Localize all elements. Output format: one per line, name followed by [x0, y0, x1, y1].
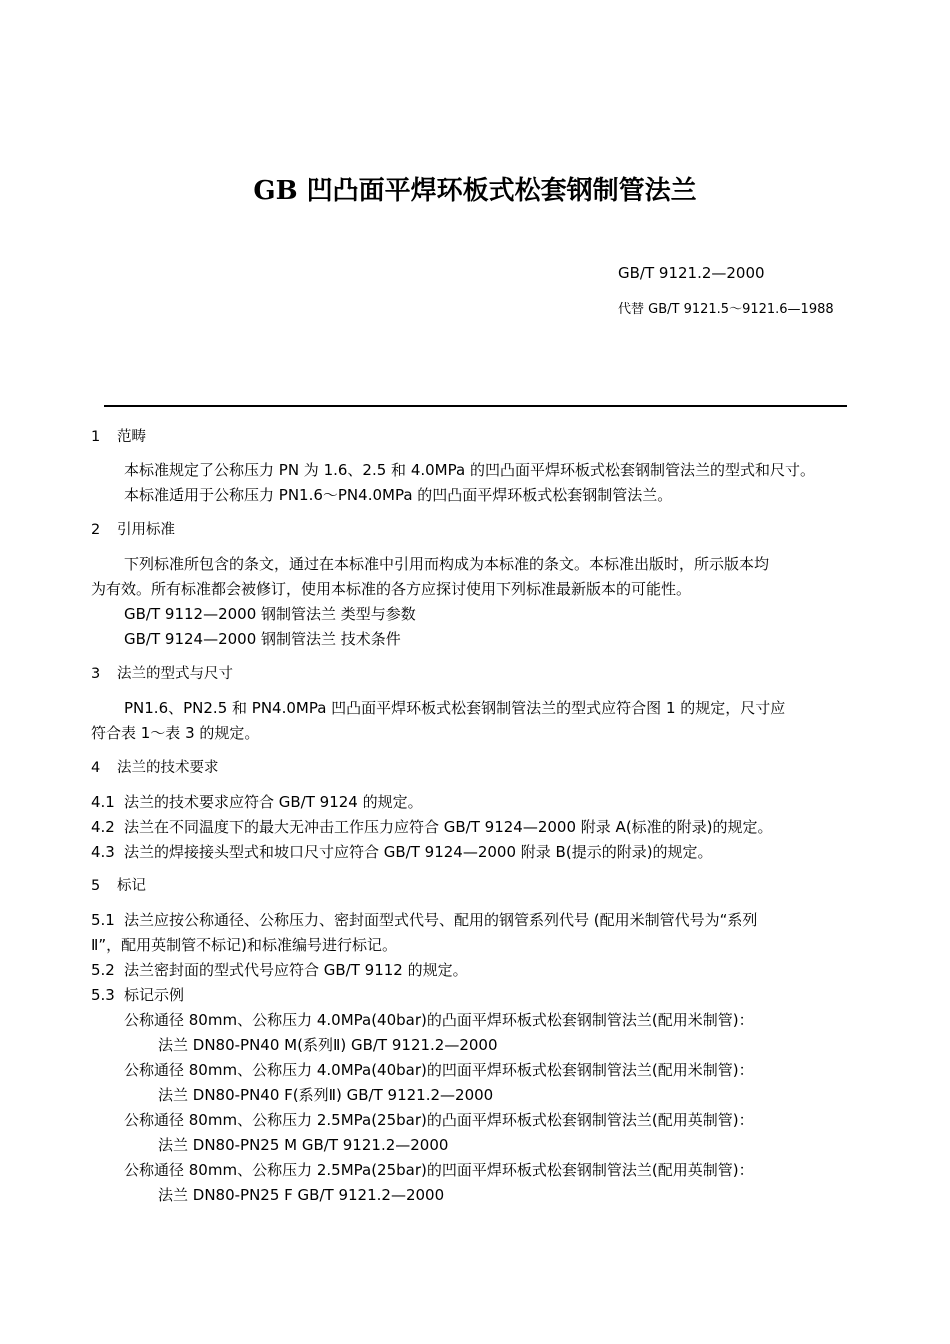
standard-code: GB/T 9121.2—2000: [618, 264, 765, 282]
clause-number: 5.1: [91, 911, 115, 929]
reference-item: GB/T 9124—2000 钢制管法兰 技术条件: [124, 630, 401, 648]
section-title: 法兰的型式与尺寸: [117, 666, 233, 682]
clause-item: [91, 910, 757, 930]
reference-item: GB/T 9112—2000 钢制管法兰 类型与参数: [124, 605, 416, 623]
section-title: 范畴: [117, 429, 146, 445]
paragraph: 本标准规定了公称压力 PN 为 1.6、2.5 和 4.0MPa 的凹凸面平焊环板式松套钢制管法兰的型式和尺寸。: [124, 461, 815, 479]
clause-text: 法兰在不同温度下的最大无冲击工作压力应符合 GB/T 9124—2000 附录 A(标准的附录)的规定。: [124, 818, 773, 836]
example-marking: 法兰 DN80-PN25 M GB/T 9121.2—2000: [158, 1136, 449, 1154]
clause-item: [91, 842, 713, 862]
clause-item: [91, 817, 773, 837]
section-heading: [91, 876, 146, 896]
clause-text: 法兰应按公称通径、公称压力、密封面型式代号、配用的钢管系列代号 (配用米制管代号为“系列: [124, 911, 758, 929]
paragraph: 为有效。所有标准都会被修订，使用本标准的各方应探讨使用下列标准最新版本的可能性。: [91, 580, 692, 598]
section-title: 法兰的技术要求: [117, 760, 219, 776]
section-heading: [91, 427, 146, 447]
example-description: 公称通径 80mm、公称压力 4.0MPa(40bar)的凸面平焊环板式松套钢制管法兰(配用米制管)：: [124, 1011, 754, 1029]
paragraph: PN1.6、PN2.5 和 PN4.0MPa 凹凸面平焊环板式松套钢制管法兰的型式应符合图 1 的规定，尺寸应: [124, 699, 786, 717]
example-description: 公称通径 80mm、公称压力 2.5MPa(25bar)的凹面平焊环板式松套钢制管法兰(配用英制管)：: [124, 1161, 754, 1179]
clause-item: [91, 960, 468, 980]
clause-item: [91, 985, 184, 1005]
clause-number: 5.2: [91, 961, 115, 979]
section-heading: [91, 758, 219, 778]
clause-text: 法兰的焊接接头型式和坡口尺寸应符合 GB/T 9124—2000 附录 B(提示的附录)的规定。: [124, 843, 713, 861]
example-description: 公称通径 80mm、公称压力 2.5MPa(25bar)的凸面平焊环板式松套钢制管法兰(配用英制管)：: [124, 1111, 754, 1129]
clause-number: 4.3: [91, 843, 115, 861]
clause-item: [91, 792, 423, 812]
section-number: 5: [91, 878, 101, 894]
section-number: 2: [91, 522, 101, 538]
section-title: 引用标准: [117, 522, 175, 538]
document-title: GB 凹凸面平焊环板式松套钢制管法兰: [253, 176, 697, 206]
clause-text: 法兰的技术要求应符合 GB/T 9124 的规定。: [124, 793, 423, 811]
replaces-note: 代替 GB/T 9121.5～9121.6—1988: [618, 302, 834, 317]
section-number: 4: [91, 760, 101, 776]
example-description: 公称通径 80mm、公称压力 4.0MPa(40bar)的凹面平焊环板式松套钢制管法兰(配用米制管)：: [124, 1061, 754, 1079]
section-heading: [91, 520, 175, 540]
clause-text: 法兰密封面的型式代号应符合 GB/T 9112 的规定。: [124, 961, 468, 979]
paragraph: 符合表 1～表 3 的规定。: [91, 724, 260, 742]
header-divider: [104, 405, 847, 407]
paragraph: 下列标准所包含的条文，通过在本标准中引用而构成为本标准的条文。本标准出版时，所示版本均: [124, 555, 770, 573]
section-heading: [91, 664, 233, 684]
clause-text: 标记示例: [124, 986, 185, 1004]
clause-continuation: Ⅱ”，配用英制管不标记)和标准编号进行标记。: [91, 936, 398, 954]
example-marking: 法兰 DN80-PN40 F(系列Ⅱ) GB/T 9121.2—2000: [158, 1086, 494, 1104]
clause-number: 5.3: [91, 986, 115, 1004]
example-marking: 法兰 DN80-PN40 M(系列Ⅱ) GB/T 9121.2—2000: [158, 1036, 498, 1054]
clause-number: 4.2: [91, 818, 115, 836]
section-number: 3: [91, 666, 101, 682]
example-marking: 法兰 DN80-PN25 F GB/T 9121.2—2000: [158, 1186, 445, 1204]
clause-number: 4.1: [91, 793, 115, 811]
section-title: 标记: [117, 878, 146, 894]
section-number: 1: [91, 429, 101, 445]
paragraph: 本标准适用于公称压力 PN1.6～PN4.0MPa 的凹凸面平焊环板式松套钢制管法兰。: [124, 486, 673, 504]
